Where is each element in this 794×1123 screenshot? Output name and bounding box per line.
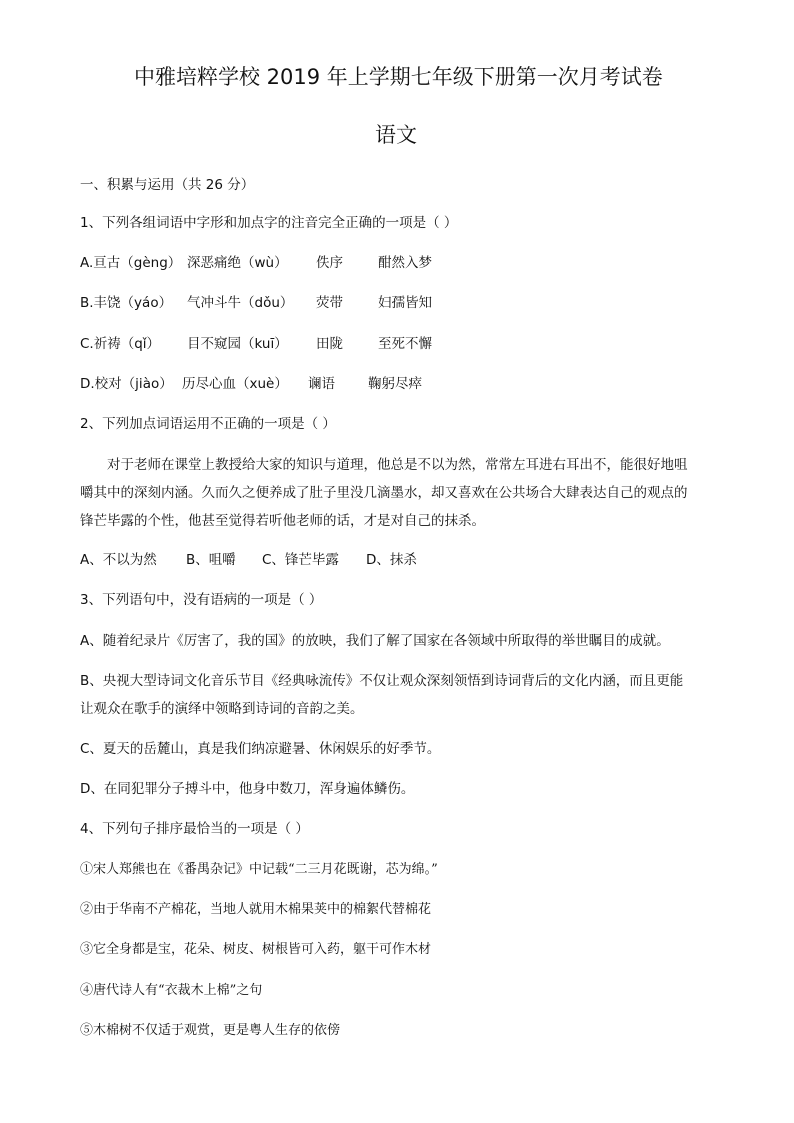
sentence-item: ①宋人郑熊也在《番禺杂记》中记载“二三月花既谢，芯为绵。” (80, 862, 438, 877)
option-cell: 气冲斗牛（dǒu） (187, 295, 294, 311)
question-3-option-c: C、夏天的岳麓山，真是我们纳凉避暑、休闲娱乐的好季节。 (80, 741, 441, 757)
option-cell: 谰语 (308, 376, 335, 392)
question-3-stem: 3、下列语句中，没有语病的一项是（ ） (80, 592, 323, 608)
option-a: A、不以为然 (80, 552, 157, 568)
subject-title: 语文 (375, 123, 417, 147)
sentence-item: ④唐代诗人有“衣裁木上棉”之句 (80, 983, 263, 998)
passage-line: 锋芒毕露的个性，他甚至觉得若听他老师的话，才是对自己的抹杀。 (80, 513, 485, 529)
option-cell: 鞠躬尽瘁 (368, 376, 422, 392)
question-3-option-d: D、在同犯罪分子搏斗中，他身中数刀，浑身遍体鳞伤。 (80, 781, 415, 797)
sentence-item: ⑤木棉树不仅适于观赏，更是粤人生存的依傍 (80, 1023, 341, 1038)
passage-line: 嚼其中的深刻内涵。久而久之便养成了肚子里没几滴墨水，却又喜欢在公共场合大肆表达自己的观点的 (80, 485, 688, 501)
option-cell: 荧带 (316, 295, 343, 311)
option-cell: 田陇 (316, 336, 343, 352)
exam-title: 中雅培粹学校 2019 年上学期七年级下册第一次月考试卷 (134, 65, 663, 89)
option-cell: 深恶痛绝（wù） (187, 255, 288, 271)
question-4-stem: 4、下列句子排序最恰当的一项是（ ） (80, 821, 309, 837)
question-3-option-b: B、央视大型诗词文化音乐节目《经典咏流传》不仅让观众深刻领悟到诗词背后的文化内涵，而且更能 (80, 673, 684, 689)
option-cell: 目不窥园（kuī） (187, 336, 288, 352)
sentence-item: ②由于华南不产棉花，当地人就用木棉果荚中的棉絮代替棉花 (80, 902, 432, 917)
option-c: C、锋芒毕露 (262, 552, 339, 568)
option-cell: 酣然入梦 (378, 255, 432, 271)
option-cell: A.亘古（gèng） (80, 255, 182, 271)
sentence-item: ③它全身都是宝，花朵、树皮、树根皆可入药，躯干可作木材 (80, 942, 432, 957)
option-cell: B.丰饶（yáo） (80, 295, 173, 311)
question-3-option-a: A、随着纪录片《厉害了，我的国》的放映，我们了解了国家在各领域中所取得的举世瞩目的成就。 (80, 633, 670, 649)
option-b: B、咀嚼 (186, 552, 236, 568)
option-cell: 妇孺皆知 (378, 295, 432, 311)
option-d: D、抹杀 (366, 552, 417, 568)
option-cell: 佚序 (316, 255, 343, 271)
question-3-option-b-cont: 让观众在歌手的演绎中领略到诗词的音韵之美。 (80, 701, 364, 717)
question-1-stem: 1、下列各组词语中字形和加点字的注音完全正确的一项是（ ） (80, 215, 458, 231)
option-cell: 历尽心血（xuè） (182, 376, 288, 392)
section-heading: 一、积累与运用（共 26 分） (80, 177, 255, 193)
option-cell: 至死不懈 (378, 336, 432, 352)
question-2-stem: 2、下列加点词语运用不正确的一项是（ ） (80, 416, 336, 432)
passage-line: 对于老师在课堂上教授给大家的知识与道理，他总是不以为然，常常左耳进右耳出不，能很好地咀 (107, 457, 688, 473)
option-cell: C.祈祷（qǐ） (80, 336, 161, 352)
option-cell: D.校对（jiào） (80, 376, 173, 392)
